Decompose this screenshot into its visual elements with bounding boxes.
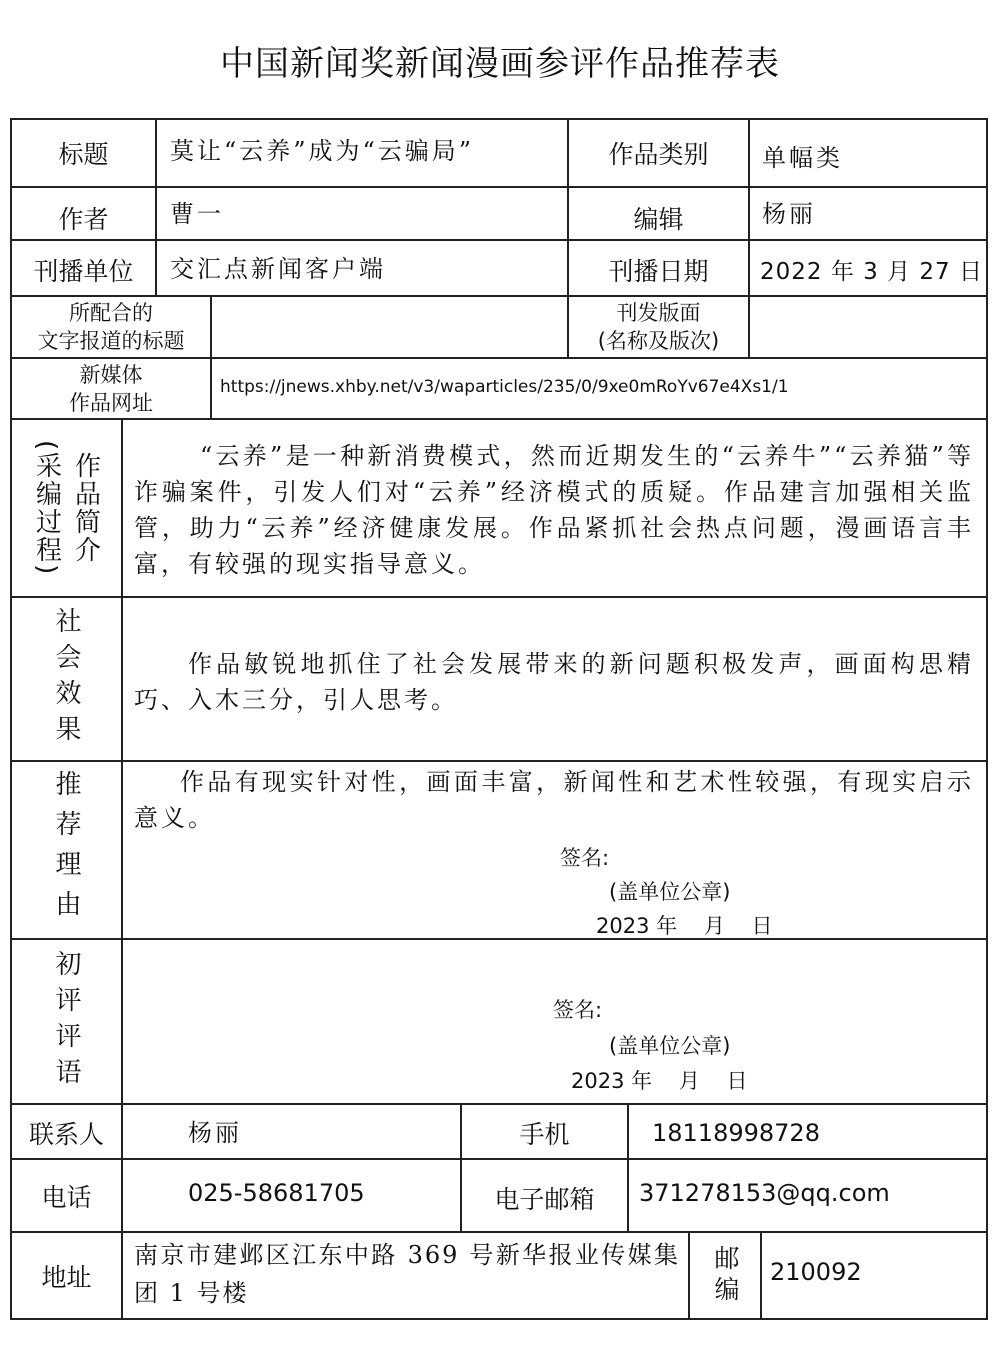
review-label-text: 初评评语 <box>51 949 81 1094</box>
related-report-value <box>212 297 567 357</box>
phone-label: 电话 <box>41 1182 92 1212</box>
reason-seal: (盖单位公章) <box>609 880 731 904</box>
intro-label-b: (采编过程) <box>31 439 62 577</box>
date-value: 2022 年 3 月 27 日 <box>760 258 983 285</box>
related-report-label-line2: 文字报道的标题 <box>37 329 185 353</box>
phone-value: 025-58681705 <box>188 1179 365 1207</box>
email-value[interactable]: 371278153@qq.com <box>639 1179 890 1207</box>
review-signature: 签名: <box>553 998 603 1022</box>
review-seal: (盖单位公章) <box>609 1034 731 1058</box>
related-report-label-line1: 所配合的 <box>69 301 153 325</box>
intro-text: “云养”是一种新消费模式，然而近期发生的“云养牛”“云养猫”等诈骗案件，引发人们对“云养”经济模式的质疑。作品建言加强相关监管，助力“云养”经济健康发展。作品紧抓社会热点问题，漫画语言丰富，有较强的现实指导意义。 <box>134 442 974 578</box>
table-rule <box>748 118 750 296</box>
table-rule <box>10 760 988 762</box>
url-label <box>12 359 210 419</box>
reason-label <box>12 762 121 938</box>
zip-label-text: 邮编 <box>711 1244 740 1307</box>
table-border-right <box>986 118 988 1320</box>
mobile-label: 手机 <box>519 1119 570 1149</box>
mobile-value: 18118998728 <box>652 1118 820 1147</box>
reason-label-text: 推荐理由 <box>51 770 81 930</box>
author-value: 曹一 <box>170 199 224 228</box>
table-rule <box>121 418 123 1320</box>
url-label-line2: 作品网址 <box>69 391 153 415</box>
document-title: 中国新闻奖新闻漫画参评作品推荐表 <box>220 44 780 84</box>
page-label-line2: (名称及版次) <box>597 329 720 353</box>
intro-label <box>12 420 121 596</box>
category-label: 作品类别 <box>608 140 709 169</box>
zip-value: 210092 <box>770 1258 862 1286</box>
url-label-line1: 新媒体 <box>79 363 143 387</box>
zip-label <box>690 1233 760 1318</box>
title-value: 莫让“云养”成为“云骗局” <box>170 136 475 165</box>
table-rule <box>155 118 157 296</box>
table-rule <box>10 596 988 598</box>
contact-value: 杨丽 <box>188 1118 242 1147</box>
contact-label: 联系人 <box>28 1119 104 1149</box>
review-label <box>12 940 121 1103</box>
table-rule <box>10 938 988 940</box>
title-label: 标题 <box>58 140 109 169</box>
table-border-bottom <box>10 1318 988 1320</box>
email-label: 电子邮箱 <box>494 1184 595 1214</box>
publisher-label: 刊播单位 <box>33 257 134 286</box>
publisher-value: 交汇点新闻客户端 <box>170 254 386 283</box>
address-value: 南京市建邺区江东中路 369 号新华报业传媒集团 1 号楼 <box>134 1241 680 1307</box>
review-date: 2023 年 月 日 <box>571 1069 748 1093</box>
category-value: 单幅类 <box>762 143 843 172</box>
intro-label-a: 作品简介 <box>70 452 101 564</box>
effect-label <box>12 598 121 760</box>
table-rule <box>210 357 212 419</box>
related-report-label <box>12 297 210 357</box>
page-label-line1: 刊发版面 <box>616 301 701 325</box>
page-label <box>569 297 748 357</box>
page-value <box>750 297 986 357</box>
author-label: 作者 <box>58 205 109 234</box>
date-label: 刊播日期 <box>608 257 709 286</box>
reason-signature: 签名: <box>560 846 610 870</box>
reason-text: 作品有现实针对性，画面丰富，新闻性和艺术性较强，有现实启示意义。 <box>134 768 974 832</box>
address-label: 地址 <box>41 1262 92 1292</box>
reason-date: 2023 年 月 日 <box>596 914 773 938</box>
effect-text: 作品敏锐地抓住了社会发展带来的新问题积极发声，画面构思精巧、入木三分，引人思考。 <box>134 650 974 714</box>
url-link[interactable]: https://jnews.xhby.net/v3/waparticles/235/0/9xe0mRoYv67e4Xs1/1 <box>220 377 789 397</box>
editor-label: 编辑 <box>633 205 684 234</box>
effect-label-text: 社会效果 <box>51 607 81 751</box>
table-rule <box>760 1231 762 1320</box>
editor-value: 杨丽 <box>762 199 816 228</box>
table-rule <box>627 1103 629 1232</box>
